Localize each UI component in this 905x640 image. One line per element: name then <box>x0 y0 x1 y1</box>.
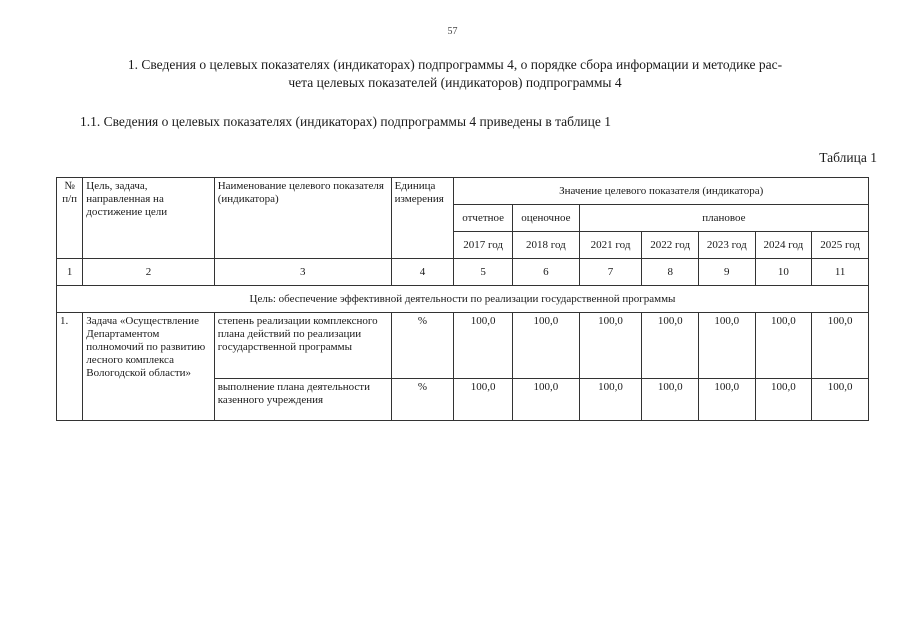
column-numbers-row <box>57 259 869 286</box>
column-number: 3 <box>214 259 391 286</box>
header-reported: отчетное <box>454 205 513 232</box>
section-heading <box>60 56 850 92</box>
task-text: Задача «Осуществление Департаментом полномочий по развитию лесного комплекса Вологодской области» <box>83 313 214 421</box>
header-year: 2024 год <box>755 232 812 259</box>
header-goal: Цель, задача, направленная на достижение цели <box>83 178 214 259</box>
column-number: 1 <box>57 259 83 286</box>
indicator-unit: % <box>391 313 454 379</box>
column-number: 9 <box>699 259 756 286</box>
header-planned: плановое <box>579 205 868 232</box>
table-row <box>57 313 869 379</box>
column-number: 4 <box>391 259 454 286</box>
indicator-value: 100,0 <box>755 379 812 421</box>
indicator-value: 100,0 <box>454 379 513 421</box>
goal-row <box>57 286 869 313</box>
header-estimated: оценочное <box>512 205 579 232</box>
column-number: 7 <box>579 259 642 286</box>
header-year: 2018 год <box>512 232 579 259</box>
column-number: 8 <box>642 259 699 286</box>
column-number: 11 <box>812 259 869 286</box>
indicator-name: выполнение плана деятельности казенного учреждения <box>214 379 391 421</box>
page-number: 57 <box>447 26 458 37</box>
indicator-value: 100,0 <box>454 313 513 379</box>
header-year: 2021 год <box>579 232 642 259</box>
indicator-name: степень реализации комплексного плана действий по реализации государственной программы <box>214 313 391 379</box>
section-heading-line-2: чета целевых показателей (индикаторов) подпрограммы 4 <box>288 75 622 90</box>
indicator-value: 100,0 <box>699 313 756 379</box>
column-number: 2 <box>83 259 214 286</box>
header-year: 2023 год <box>699 232 756 259</box>
indicator-value: 100,0 <box>579 379 642 421</box>
column-number: 6 <box>512 259 579 286</box>
header-year: 2017 год <box>454 232 513 259</box>
indicators-table <box>56 177 869 421</box>
column-number: 5 <box>454 259 513 286</box>
header-indicator: Наименование целевого показателя (индикатора) <box>214 178 391 259</box>
header-year: 2025 год <box>812 232 869 259</box>
indicator-value: 100,0 <box>512 313 579 379</box>
indicator-value: 100,0 <box>512 379 579 421</box>
indicator-value: 100,0 <box>579 313 642 379</box>
column-number: 10 <box>755 259 812 286</box>
header-row-1 <box>57 178 869 205</box>
header-num: № п/п <box>57 178 83 259</box>
header-year: 2022 год <box>642 232 699 259</box>
table-caption: Таблица 1 <box>819 150 877 165</box>
indicator-value: 100,0 <box>812 379 869 421</box>
goal-text: Цель: обеспечение эффективной деятельности по реализации государственной программы <box>57 286 869 313</box>
section-heading-line-1: 1. Сведения о целевых показателях (индикаторах) подпрограммы 4, о порядке сбора информации и методике рас- <box>127 57 783 72</box>
header-unit: Единица измерения <box>391 178 454 259</box>
indicator-value: 100,0 <box>755 313 812 379</box>
indicator-unit: % <box>391 379 454 421</box>
indicator-value: 100,0 <box>812 313 869 379</box>
header-value-group: Значение целевого показателя (индикатора) <box>454 178 869 205</box>
subsection-heading: 1.1. Сведения о целевых показателях (индикаторах) подпрограммы 4 приведены в таблице 1 <box>80 114 611 129</box>
indicator-value: 100,0 <box>642 379 699 421</box>
task-number: 1. <box>57 313 83 421</box>
indicator-value: 100,0 <box>699 379 756 421</box>
indicator-value: 100,0 <box>642 313 699 379</box>
